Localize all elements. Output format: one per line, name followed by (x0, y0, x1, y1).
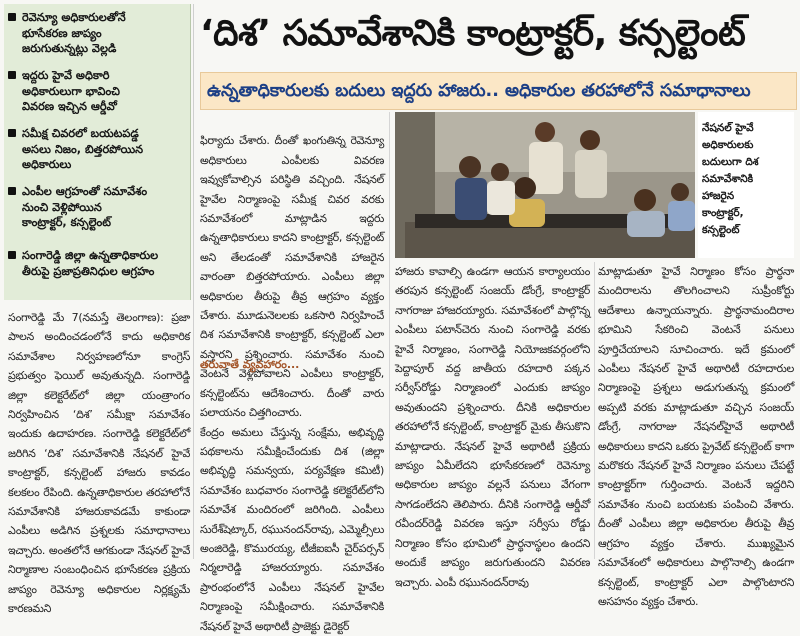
headline: ‘దిశ’ సమావేశానికి కాంట్రాక్టర్, కన్సల్టెంట్ (200, 13, 746, 54)
summary-text: ఇద్దరు హైవే అధికారి అధికారులుగా భావించి వివరణ ఇచ్చిన ఆర్డీవో (22, 69, 120, 113)
summary-point (8, 126, 188, 173)
article-column-3: హాజరు కావాల్సి ఉండగా ఆయన కార్యాలయం తరపున కన్సల్టెంట్ సంజయ్ డోంగ్రే, కాంట్రాక్టర్ నాగరాజు హాజరయ్యారు. సమావేశంలో పాల్గొన్న ఎంపీలు పటాన్‌చెరు నుంచి సంగారెడ్డి వరకు హైవే నిర్మాణం, సంగారెడ్డి నియోజకవర్గంలోని పెద్దాపూర్ వద్ద జాతీయ రహదారి పక్కన సర్వీస్‌రోడ్డు నిర్మాణంలో ఎందుకు జాప్యం అవుతుందని ప్రశ్నించారు. దీనికి అధికారుల తరహాలోనే కన్సల్టెంట్, కాంట్రాక్టర్ మైకు తీసుకొని మాట్లాడారు. నేషనల్ హైవే అథారిటీ ప్రక్రియ జాప్యం ఏమీలేదని భూసేకరణలో రెవెన్యూ అధికారుల జాప్యం వల్లనే పనులు వేగంగా సాగడంలేదని తెలిపారు. దీనికి సంగారెడ్డి ఆర్డీవో రవీందర్‌రెడ్డి వివరణ ఇస్తూ సర్వీసు రోడ్డు నిర్మాణం కోసం భూమిలో ప్రార్థనాస్థలం ఉందని అందుకే జాప్యం జరుగుతుందని వివరణ ఇచ్చారు. ఎంపీ రఘునందన్‌రావు (395, 265, 590, 589)
summary-text: సమీక్ష చివరలో బయటపడ్డ అసలు నిజం, బిత్తరపోయిన అధికారులు (22, 127, 144, 171)
photo-caption-box (698, 112, 794, 258)
summary-text: సంగారెడ్డి జిల్లా ఉన్నతాధికారుల తీరుపై ప్రజాప్రతినిధుల ఆగ్రహం (22, 249, 159, 278)
summary-text: ఎంపీల ఆగ్రహంతో సమావేశం నుంచి వెళ్లిపోయిన కాంట్రాక్టర్, కన్సల్టెంట్ (22, 185, 148, 229)
column-rule (389, 112, 390, 559)
column-rule (193, 4, 194, 559)
summary-box (4, 4, 191, 300)
article-column-1: సంగారెడ్డి మే 7(నమస్తే తెలంగాణ): ప్రజా పాలన అందించడంలోనే కాదు అధికారిక సమావేశాల నిర్వహణలోనూ కాంగ్రెస్ ప్రభుత్వం ఫెయిల్ అవుతున్నది. సంగారెడ్డి జిల్లా కలెక్టరేట్‌లో జిల్లా యంత్రాంగం నిర్వహించిన ‘దిశ’ సమీక్షా సమావేశం ఇందుకు ఉదాహరణ. సంగారెడ్డి కలెక్టరేట్‌లో జరిగిన ‘దిశ’ సమావేశానికి నేషనల్ హైవే కాంట్రాక్టర్, కన్సల్టెంట్ హాజరు కావడం కలకలం రేపింది. ఉన్నతాధికారుల తరహాలోనే సమావేశానికి హాజరుకావడమే కాకుండా ఎంపీలు అడిగిన ప్రశ్నలకు సమాధానాలు ఇచ్చారు. అంతలోనే ఆగకుండా నేషనల్ హైవే నిర్మాణాల సంబంధించిన భూసేకరణ ప్రక్రియ జాప్యం రెవెన్యూ అధికారుల నిర్లక్ష్యమే కారణమని (8, 311, 190, 616)
inline-subhead (200, 356, 384, 374)
photo-caption: నేషనల్ హైవే అధికారులకు బదులుగా దిశ సమావేశానికి హాజరైన కాంట్రాక్టర్, కన్సల్టెంట్ (702, 122, 759, 236)
summary-point (8, 10, 188, 57)
article-column-4: మాట్లాడుతూ హైవే నిర్మాణం కోసం ప్రార్థనా మందిరాలను తొలగించాలని సుప్రీంకోర్టు ఆదేశాలు ఉన్నాయన్నారు. ప్రార్థనామందిరాల భూమిని సేకరించి వెంటనే పనులు పూర్తిచేయాలని సూచించారు. ఇదే క్రమంలో ఎంపీలు నేషనల్ హైవే అథారిటీ రహదారుల నిర్మాణంపై ప్రశ్నలు అడుగుతున్న క్రమంలో అప్పటి వరకు మాట్లాడుతూ వచ్చిన సంజయ్ డోంగ్రే, నాగరాజు నేషనల్‌హైవే అథారిటీ అధికారులు కాదని ఒకరు ప్రైవేట్ కన్సల్టెంట్ కాగా మరొకరు నేషనల్ హైవే నిర్మాణం పనులు చేపట్టే కాంట్రాక్టర్‌గా గుర్తించారు. వెంటనే ఇద్దరిని సమావేశం నుంచి బయటకు పంపించి వేశారు. దీంతో ఎంపీలు జిల్లా అధికారుల తీరుపై తీవ్ర ఆగ్రహం వ్యక్తం చేశారు. ముఖ్యమైన సమావేశంలో అధికారులు పాల్గొనాల్సి ఉండగా కన్సల్టెంట్, కాంట్రాక్టర్ ఎలా పాల్గొంటారని అసహనం వ్యక్తం చేశారు. (598, 265, 794, 608)
bullet-icon (8, 129, 16, 137)
summary-point (8, 68, 188, 115)
bullet-icon (8, 187, 16, 195)
meeting-photo-illustration (395, 112, 695, 258)
summary-point (8, 248, 188, 279)
inline-subhead-text: తరువాతే వ్యవహారం... (200, 358, 300, 371)
article-column-2 (200, 112, 384, 633)
subheadline: ఉన్నతాధికారులకు బదులు ఇద్దరు హాజరు.. అధికారుల తరహాలోనే సమాధానాలు (207, 81, 751, 101)
bullet-icon (8, 71, 16, 79)
summary-point (8, 184, 188, 231)
bullet-icon (8, 13, 16, 21)
subheadline-banner (200, 72, 797, 110)
bullet-icon (8, 251, 16, 259)
summary-text: రెవెన్యూ అధికారులతోనే భూసేకరణ జాప్యం జరుగుతున్నట్లు వెల్లడి (22, 11, 126, 55)
meeting-photo (395, 112, 695, 258)
column-rule (594, 262, 595, 559)
article-column-2-text: ఫిర్యాదు చేశారు. దీంతో ఖంగుతిన్న రెవెన్యూ అధికారులు ఎంపీలకు వివరణ ఇవ్వుకోవాల్సిన పరిస్థితి వచ్చింది. నేషనల్ హైవేల నిర్మాణంపై సమీక్ష చివర వరకు సమావేశంలో మాట్లాడిన ఇద్దరు ఉన్నతాధికారులు కాదని కాంట్రాక్టర్, కన్సల్టెంట్ అని తేలడంతో సమావేశానికి హాజరైన వారంతా బిత్తరపోయారు. ఎంపీలు జిల్లా అధికారుల తీరుపై తీవ్ర ఆగ్రహం వ్యక్తం చేశారు. మూడునెలలకు ఒకసారి నిర్వహించే దిశ సమావేశానికి కాంట్రాక్టర్, కన్సల్టెంట్ ఎలా వస్తారని ప్రశ్నించారు. సమావేశం నుంచి వెంటనే వెళ్లిపోవాలని ఎంపీలు కాంట్రాక్టర్, కన్సల్టెంట్‌ను ఆదేశించారు. దీంతో వారు పలాయనం చిత్తగించారు. కేంద్రం అమలు చేస్తున్న సంక్షేమ, అభివృద్ధి పథకాలను సమీక్షించేందుకు దిశ (జిల్లా అభివృద్ధి సమన్వయ, పర్యవేక్షణ కమిటీ) సమావేశం బుధవారం సంగారెడ్డి కలెక్టరేట్‌లోని సమావేశ మందిరంలో జరిగింది. ఎంపీలు సురేశ్‌షెట్కార్, రఘునందన్‌రావు, ఎమ్మెల్సీలు అంజిరెడ్డి, కొమురయ్య, టీజీఐఐసీ చైర్‌పర్సన్ నిర్మలారెడ్డి హాజరయ్యారు. సమావేశం ప్రారంభంలోనే ఎంపీలు నేషనల్ హైవేల నిర్మాణంపై సమీక్షించారు. సమావేశానికి నేషనల్ హైవే అథారిటీ ప్రాజెక్టు డైరెక్టర్ (200, 134, 384, 633)
